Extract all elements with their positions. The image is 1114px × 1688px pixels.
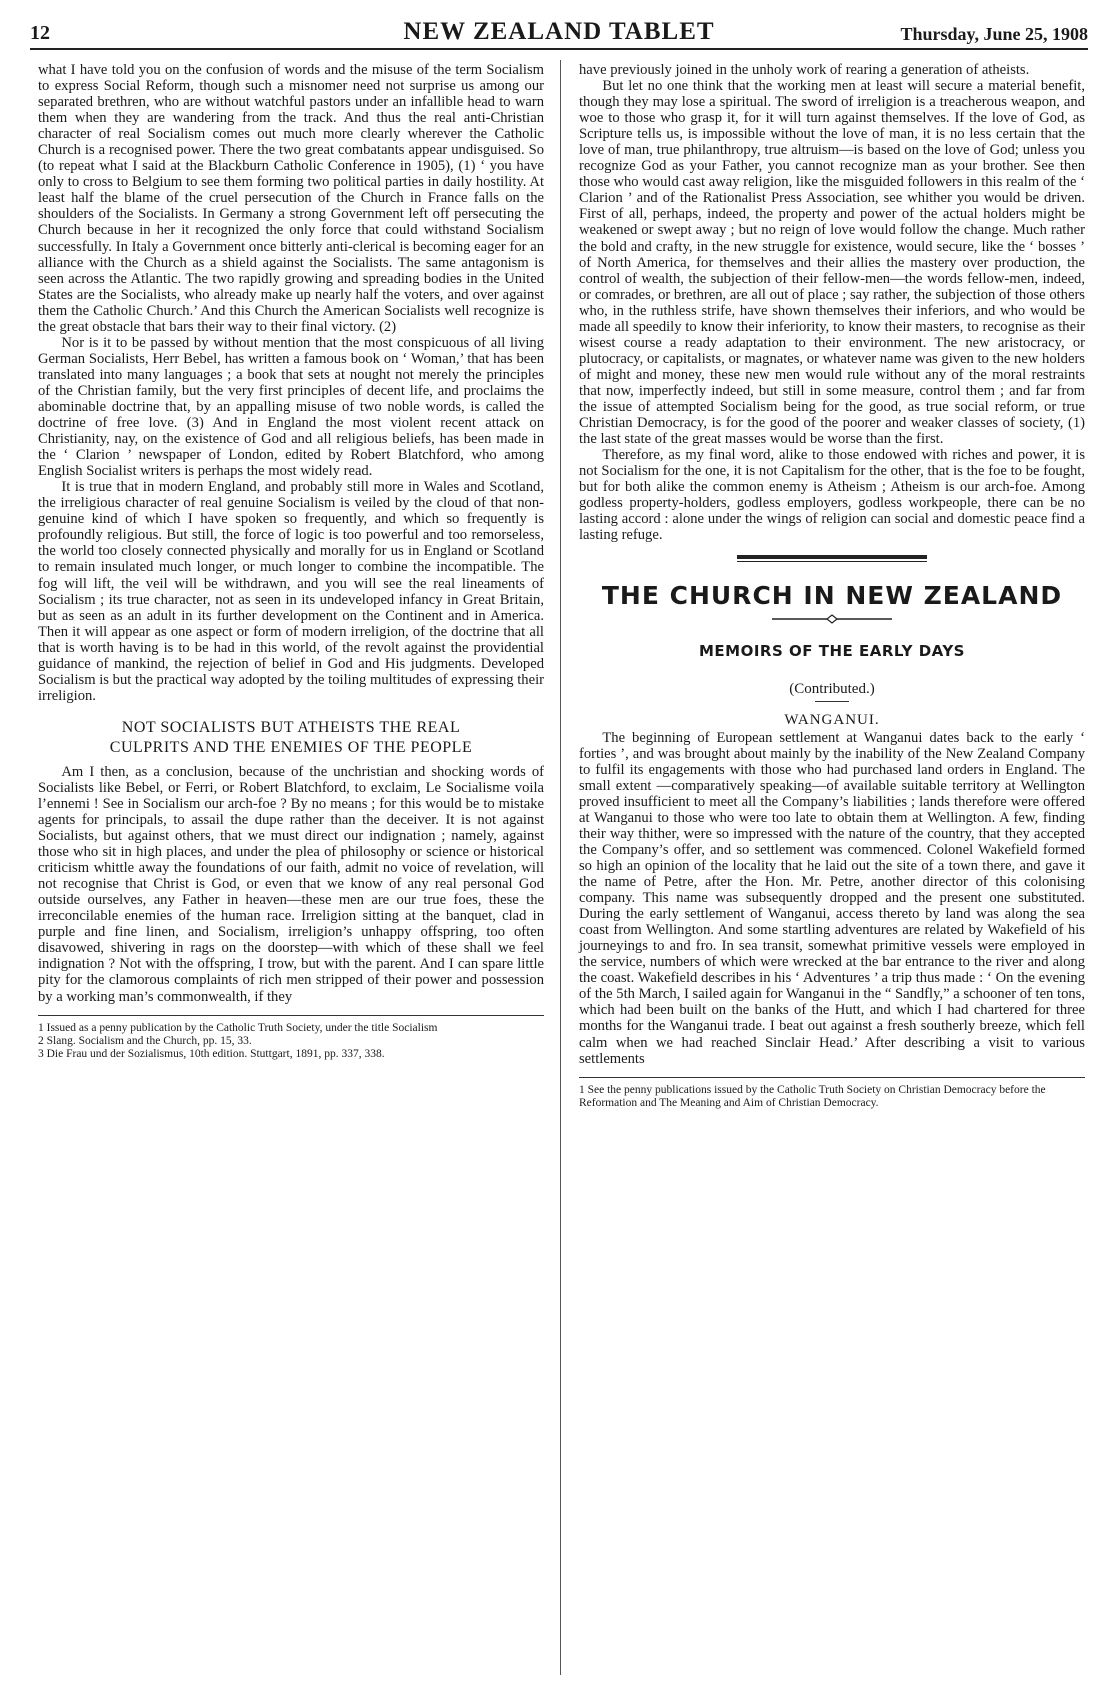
subheading-line: NOT SOCIALISTS BUT ATHEISTS THE REAL: [121, 718, 461, 736]
subheading-line: CULPRITS AND THE ENEMIES OF THE PEOPLE: [109, 738, 473, 756]
section-title: THE CHURCH IN NEW ZEALAND: [601, 581, 1063, 611]
right-column: [579, 62, 1085, 1110]
section-separator-rule: [737, 555, 927, 562]
page-number: 12: [30, 22, 50, 44]
article-paragraph: have previously joined in the unholy work of rearing a generation of atheists.: [579, 62, 1030, 78]
masthead: NEW ZEALAND TABLET: [403, 18, 715, 45]
footnote: 1 See the penny publications issued by the Catholic Truth Society on Christian Democracy before the Reformation and The Meaning and Aim of Christian Democracy.: [579, 1083, 1046, 1109]
article-paragraph: what I have told you on the confusion of words and the misuse of the term Socialism to express Social Reform, though such a misnomer need not surprise us among our separated brethren, who are without watchful pastors under an infallible head to warn them when they are wandering from the track. And thus the real anti-Christian character of real Socialism comes out much more clearly wherever the Catholic Church is a recognised power. There the two great combatants appear undisguised. So (to repeat what I said at the Blackburn Catholic Conference in 1905), (1) ‘ you have only to cross to Belgium to see them forming two political parties in daily hostility. At least half the blame of the cruel persecution of the Church in France falls on the shoulders of the Socialists. In Germany a strong Government left off persecuting the Church because in her it recognized the only force that could withstand Socialism successfully. In Italy a Government once bitterly anti-clerical is becoming eager for an alliance with the Church as a shield against the Socialists. The same antagonism is seen across the Atlantic. The two rapidly growing and spreading bodies in the United States are the Socialists, who already make up nearly half the voters, and over against them the Catholic Church.’ And this Church the American Socialists well recognize is the great obstacle that bars their way to their final victory. (2): [38, 62, 544, 335]
diamond-rule: [579, 612, 1085, 628]
section-subtitle: MEMOIRS OF THE EARLY DAYS: [699, 641, 965, 660]
article-paragraph: Nor is it to be passed by without mention that the most conspicuous of all living German Socialists, Herr Bebel, has written a famous book on ‘ Woman,’ that has been translated into many languages ; a book that sets at nought not merely the principles of the Christian family, but the very first principles of decent life, and proclaims the abominable doctrine that, by an appalling misuse of two noble words, is called the doctrine of free love. (3) And in England the most violent recent attack on Christianity, nay, on the existence of God and all religious beliefs, has been made in the ‘ Clarion ’ newspaper of London, edited by Robert Blatchford, who among English Socialist writers is perhaps the most widely read.: [38, 334, 544, 480]
column-divider: [560, 60, 561, 1675]
article-paragraph: The beginning of European settlement at Wanganui dates back to the early ‘ forties ’, and was brought about mainly by the inability of the New Zealand Company to fulfil its engagements with those who had purchased land orders in England. The small extent —comparatively speaking—of available suitable territory at Wellington proved insufficient to meet all the Company’s liabilities ; lands therefore were offered at Wanganui to those who were too late to obtain them at Wellington. A few, finding their way thither, were so impressed with the nature of the country, that they accepted the Company’s offer, and so settlement was commenced. Colonel Wakefield formed so high an opinion of the locality that he laid out the site of a town there, and gave it the name of Petre, after the Hon. Mr. Petre, another director of this colonising company. This name was subsequently dropped and the present one substituted. During the early settlement of Wanganui, access thereto by land was along the sea coast from Wellington. And some startling adventures are related by Wakefield of his journeyings to and fro. In sea transit, somewhat primitive vessels were employed in the service, numbers of which were wrecked at the bar entrance to the river and along the coast. Wakefield describes in his ‘ Adventures ’ a trip thus made : ‘ On the evening of the 5th March, I sailed again for Wanganui in the “ Sandfly,” a schooner of ten tons, which had been built on the banks of the Hutt, and which I had chartered for three months for the Wanganui trade. I beat out against a fresh southerly breeze, which fell calm when we had reached Sinclair Head.’ After describing a visit to various settlements: [579, 729, 1085, 1067]
article-paragraph: Therefore, as my final word, alike to those endowed with riches and power, it is not Socialism for the one, it is not Capitalism for the other, that is the foe to be fought, but for both alike the common enemy is Atheism ; Atheism is our arch-foe. Among godless property-holders, godless employers, godless workpeople, there can be no lasting accord : alone under the wings of religion can social and domestic peace find a lasting refuge.: [579, 447, 1085, 544]
article-paragraph: It is true that in modern England, and probably still more in Wales and Scotland, the irreligious character of real genuine Socialism is veiled by the cloud of that non-genuine kind of which I have spoken so frequently, and which so frequently is profoundly religious. But still, the force of logic is too powerful and too remorseless, the world too closely connected physically and morally for us in England or Scotland to remain insulated much longer, or much longer to combine the incompatible. The fog will lift, the veil will be withdrawn, and you will see the real lineaments of Socialism ; its true character, not as seen in its undeveloped infancy in Great Britain, but as seen as an adult in its further development on the Continent and in America. Then it will appear as one aspect or form of modern irreligion, of the doctrine that all that is worth having is to be had in this world, of the revolt against the providential guidance of mankind, the rejection of belief in God and His judgments. Developed Socialism is but the practical way adopted by the toiling multitudes of expressing their irreligion.: [38, 479, 544, 704]
article-paragraph: Am I then, as a conclusion, because of the unchristian and shocking words of Socialists like Bebel, or Ferri, or Robert Blatchford, to exclaim, Le Socialisme voila l’ennemi ! See in Socialism our arch-foe ? By no means ; for this would be to mistake agents for principals, to assail the dupe rather than the deceiver. It is not against Socialists, but against others, that we must direct our indignation ; namely, against those who sit in high places, and under the plea of philosophy or science or historical criticism whittle away the foundations of our faith, admit no voice of revelation, will not recognise that Christ is God, or even that we know of any real personal God outside ourselves, any Father in heaven—these men are our true foes, these the irreconcilable enemies of the human race. Irreligion sitting at the banquet, clad in purple and fine linen, and Socialism, irreligion’s unhappy offspring, too often disavowed, shivering in rags on the doorstep—with which of these shall we feel indignation ? Not with the offspring, I trow, but with the parent. And I can spare little pity for the clamorous complaints of rich men stripped of their power and possession by a working man’s commonwealth, if they: [38, 763, 544, 1005]
footnote: 1 Issued as a penny publication by the Catholic Truth Society, under the title Socialism: [38, 1021, 438, 1034]
footnote: 3 Die Frau und der Sozialismus, 10th edition. Stuttgart, 1891, pp. 337, 338.: [38, 1047, 385, 1060]
page-header: [30, 14, 1088, 50]
issue-date: Thursday, June 25, 1908: [900, 24, 1088, 44]
article-subheading: [38, 718, 544, 758]
left-column: [38, 62, 544, 1061]
article-paragraph: But let no one think that the working men at least will secure a material benefit, though they may lose a spiritual. The sword of irreligion is a treacherous weapon, and woe to those who grasp it, for it will turn against themselves. If the love of God, as Scripture tells us, is impossible without the love of man, it is no less certain that the love of man, true philanthropy, true altruism—is based on the love of God; unless you recognize God as your Father, you cannot recognize man as your brother. See then those who would cast away religion, like the misguided followers in this realm of the ‘ Clarion ’ and of the Rationalist Press Association, see whither you would be driven. First of all, perhaps, indeed, the property and power of the actual holders might be weakened or swept away ; but no reign of love would follow the change. Much rather the bold and crafty, in the new struggle for existence, would secure, like the ‘ bosses ’ of North America, for themselves and their allies the mastery over production, the control of wealth, the subjection of their fellow-men—the words fellow-men, indeed, or comrades, or brethren, are all out of place ; say rather, the subjection of those others who, in the ruthless strife, have shown themselves their inferiors, and who would be made all speedily to know their inferiority, to know their masters, to recognise as their wisest course a ready adaptation to their environment. The new aristocracy, or plutocracy, or capitalists, or magnates, or whatever name was given to the new holders of might and money, these new men would rule without any of the moral restraints that now, imperfectly indeed, but still in some measure, control them ; and far from the issue of attempted Socialism being for the good, as true social reform, or true Christian Democracy, is for the good of the poorer and weaker classes of society, (1) the last state of the great masses would be worse than the first.: [579, 78, 1085, 448]
small-rule: [815, 701, 849, 702]
left-footnotes: [38, 1015, 544, 1061]
place-heading: WANGANUI.: [784, 711, 880, 728]
right-footnotes: [579, 1077, 1085, 1110]
contributed-note: (Contributed.): [789, 680, 875, 697]
diamond-ornament-icon: [772, 614, 892, 624]
footnote: 2 Slang. Socialism and the Church, pp. 15, 33.: [38, 1034, 252, 1047]
